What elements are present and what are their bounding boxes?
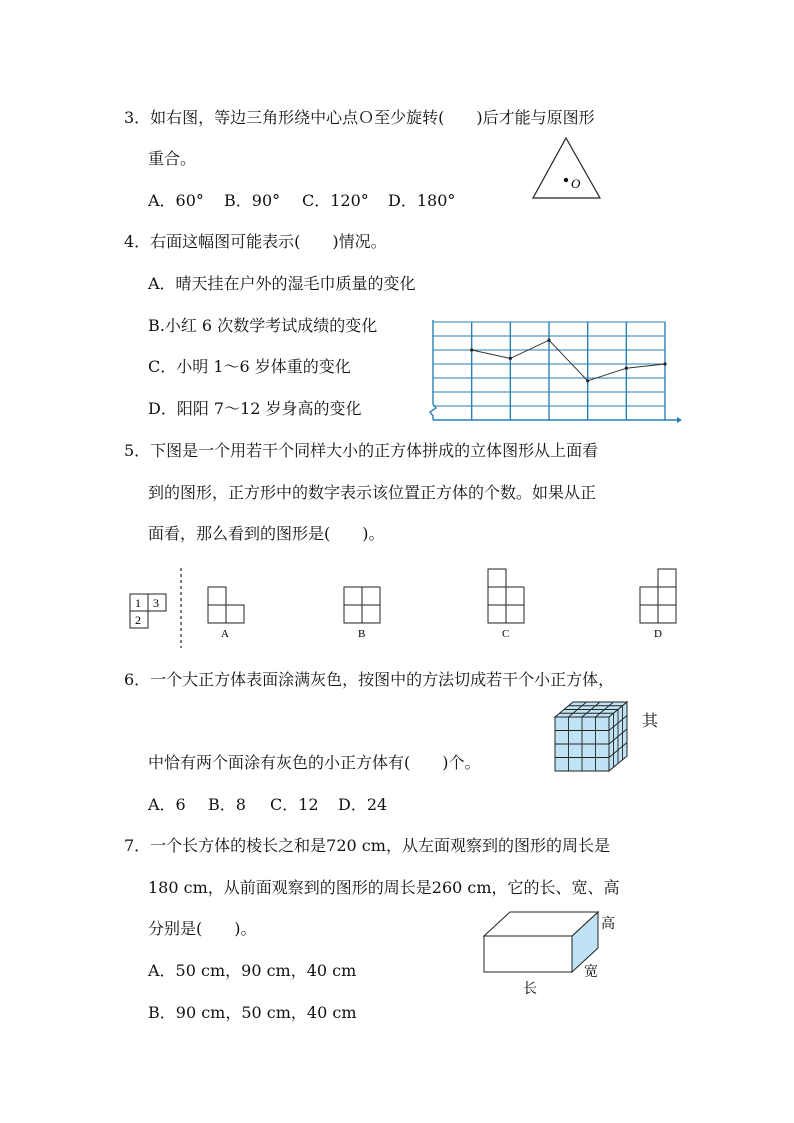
q4-option-d: D．阳阳 7～12 岁身高的变化 <box>148 399 362 418</box>
q6-option-c: C．12 <box>270 795 319 814</box>
top-view-number-1: 1 <box>135 596 141 610</box>
q4-option-b: B.小红 6 次数学考试成绩的变化 <box>148 316 378 335</box>
top-view-number-3: 2 <box>135 613 141 627</box>
choice-c-label: C <box>502 628 510 640</box>
q3-option-a: A．60° <box>148 191 204 210</box>
data-point <box>663 362 666 365</box>
cube-figure <box>553 700 629 776</box>
choice-b-figure <box>344 587 380 623</box>
q4-option-c: C．小明 1～6 岁体重的变化 <box>148 357 351 376</box>
center-point <box>564 178 568 182</box>
line-chart <box>427 318 682 430</box>
data-point <box>625 367 628 370</box>
q4-stem: 4．右面这幅图可能表示( )情况。 <box>124 232 387 251</box>
data-line <box>472 340 665 381</box>
q4-option-a: A．晴天挂在户外的湿毛巾质量的变化 <box>148 274 416 293</box>
equilateral-triangle <box>533 138 600 198</box>
q3-option-b: B．90° <box>224 191 281 210</box>
choice-b-label: B <box>358 628 366 640</box>
choice-a-figure <box>208 587 244 623</box>
q3-line1: 3．如右图，等边三角形绕中心点Ｏ至少旋转( )后才能与原图形 <box>124 108 595 127</box>
triangle-figure <box>530 136 602 202</box>
q3-options <box>148 191 455 211</box>
q7-option-a: A．50 cm，90 cm，40 cm <box>148 961 357 980</box>
x-axis-arrow <box>677 417 682 423</box>
data-point <box>586 379 589 382</box>
choice-c-figure <box>488 569 524 623</box>
cuboid-figure <box>480 908 620 998</box>
q7-line3: 分别是( )。 <box>148 919 257 938</box>
q7-line2: 180 cm，从前面观察到的图形的周长是260 cm，它的长、宽、高 <box>148 878 620 897</box>
q6-option-b: B．8 <box>208 795 246 814</box>
q6-line2: 中恰有两个面涂有灰色的小正方体有( )个。 <box>148 753 481 772</box>
choice-d-label: D <box>654 628 662 640</box>
cuboid-length-label: 长 <box>523 981 537 997</box>
choice-d-figure <box>640 569 676 623</box>
q5-line1: 5．下图是一个用若干个同样大小的正方体拼成的立体图形从上面看 <box>124 441 599 460</box>
q3-option-c: C．120° <box>302 191 369 210</box>
q6-line1: 6．一个大正方体表面涂满灰色，按图中的方法切成若干个小正方体， <box>124 670 615 689</box>
data-point <box>509 357 512 360</box>
q6-options <box>148 795 387 815</box>
center-label: O <box>571 176 581 191</box>
q7-line1: 7．一个长方体的棱长之和是720 cm，从左面观察到的图形的周长是 <box>124 836 610 855</box>
data-point <box>547 339 550 342</box>
q3-option-d: D．180° <box>388 191 456 210</box>
q6-option-a: A．6 <box>148 795 186 814</box>
cuboid-height-label: 高 <box>601 916 615 932</box>
cuboid-width-label: 宽 <box>584 964 598 980</box>
top-view-number-2: 3 <box>153 596 159 610</box>
q5-line3: 面看，那么看到的图形是( )。 <box>148 524 385 543</box>
q6-line1-tail: 其 <box>642 711 659 730</box>
data-point <box>470 348 473 351</box>
y-axis <box>430 320 436 420</box>
views-figure <box>128 566 688 650</box>
q7-option-b: B．90 cm，50 cm，40 cm <box>148 1003 357 1022</box>
q3-line2: 重合。 <box>148 149 197 168</box>
q5-line2: 到的图形，正方形中的数字表示该位置正方体的个数。如果从正 <box>148 483 597 502</box>
cuboid-front-face <box>484 936 572 972</box>
q6-option-d: D．24 <box>338 795 388 814</box>
choice-a-label: A <box>221 628 229 640</box>
